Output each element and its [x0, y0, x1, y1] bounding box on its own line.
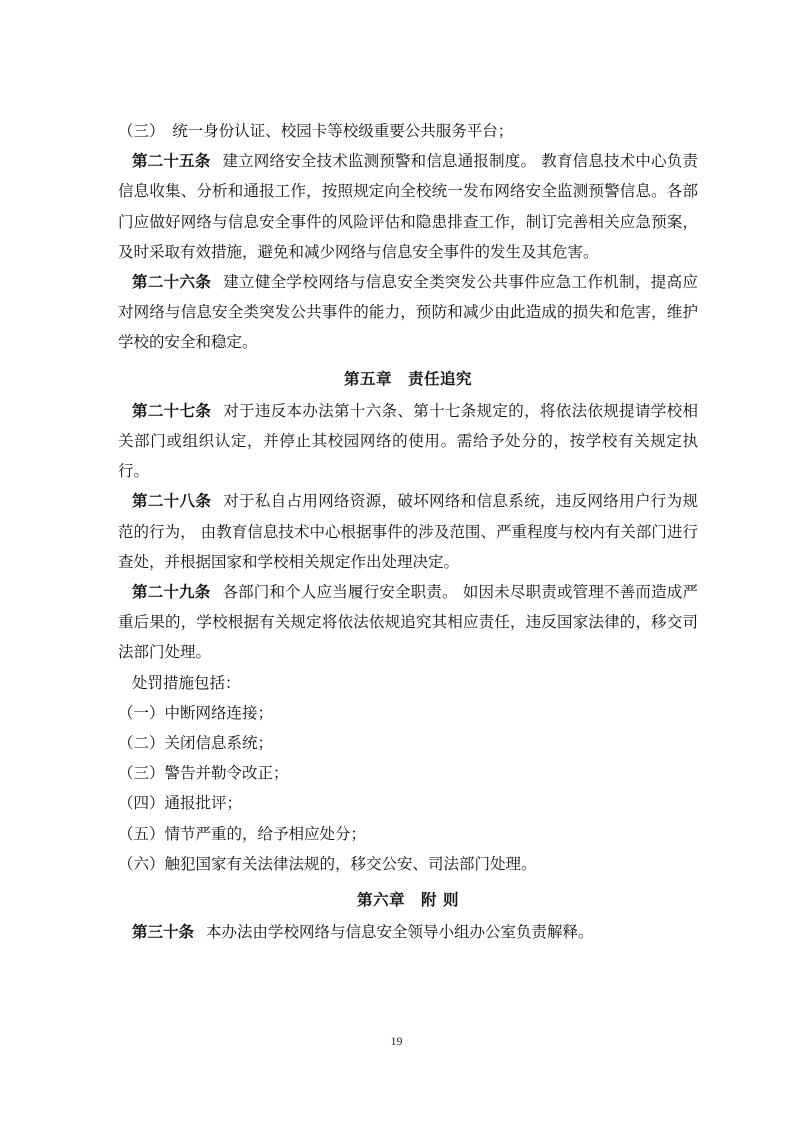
document-body: [118, 116, 698, 947]
penalty-intro-text: 处罚措施包括：: [132, 673, 241, 692]
article-29: [118, 577, 698, 668]
penalty-item: （三）警告并勒令改正；: [118, 764, 289, 783]
article-number: 第二十九条: [132, 583, 211, 602]
article-number: 第二十五条: [132, 152, 211, 171]
list-item-text: （三） 统一身份认证、校园卡等校级重要公共服务平台；: [118, 122, 514, 140]
chapter-number: 第五章: [343, 369, 392, 388]
article-27: [118, 396, 698, 487]
chapter-title: 附 则: [421, 891, 459, 910]
penalty-item: （二）关闭信息系统；: [118, 734, 274, 753]
article-text: 本办法由学校网络与信息安全领导小组办公室负责解释。: [206, 923, 594, 942]
article-25: [118, 146, 698, 267]
article-number: 第二十七条: [132, 401, 212, 420]
penalty-item: （五）情节严重的，给予相应处分；: [118, 824, 367, 843]
penalty-item: （一）中断网络连接；: [118, 703, 274, 722]
page-number: 19: [390, 1034, 403, 1048]
list-item-3: [118, 116, 698, 146]
article-text: 对于私自占用网络资源，破坏网络和信息系统，违反网络用户行为规范的行为， 由教育信息技术中心根据事件的涉及范围、严重程度与校内有关部门进行查处，并根据国家和学校相关规定作出处理决定。: [118, 492, 698, 571]
article-text: 各部门和个人应当履行安全职责。 如因未尽职责或管理不善而造成严重后果的，学校根据有关规定将依法依规追究其相应责任，违反国家法律的，移交司法部门处理。: [118, 583, 698, 662]
article-text: 建立网络安全技术监测预警和信息通报制度。 教育信息技术中心负责信息收集、分析和通报工作，按照规定向全校统一发布网络安全监测预警信息。各部门应做好网络与信息安全事件的风险评估和隐患排查工作，制订完善相关应急预案，及时采取有效措施，避免和减少网络与信息安全事件的发生及其危害。: [118, 152, 698, 261]
article-number: 第三十条: [132, 923, 195, 942]
article-26: [118, 267, 698, 358]
article-28: [118, 486, 698, 577]
article-30: [118, 917, 698, 947]
penalty-item: （六）触犯国家有关法律法规的，移交公安、司法部门处理。: [118, 854, 537, 873]
article-text: 建立健全学校网络与信息安全类突发公共事件应急工作机制，提高应对网络与信息安全类突发公共事件的能力，预防和减少由此造成的损失和危害，维护学校的安全和稳定。: [118, 273, 698, 352]
chapter-number: 第六章: [357, 891, 406, 910]
penalty-intro: [118, 668, 698, 698]
chapter-title: 责任追究: [408, 369, 473, 388]
chapter-5-heading: [118, 364, 698, 394]
article-text: 对于违反本办法第十六条、第十七条规定的，将依法依规提请学校相关部门或组织认定，并停止其校园网络的使用。需给予处分的，按学校有关规定执行。: [118, 401, 698, 481]
article-number: 第二十八条: [132, 492, 212, 511]
chapter-6-heading: [118, 885, 698, 915]
article-number: 第二十六条: [132, 273, 212, 292]
penalty-item: （四）通报批评；: [118, 794, 243, 813]
